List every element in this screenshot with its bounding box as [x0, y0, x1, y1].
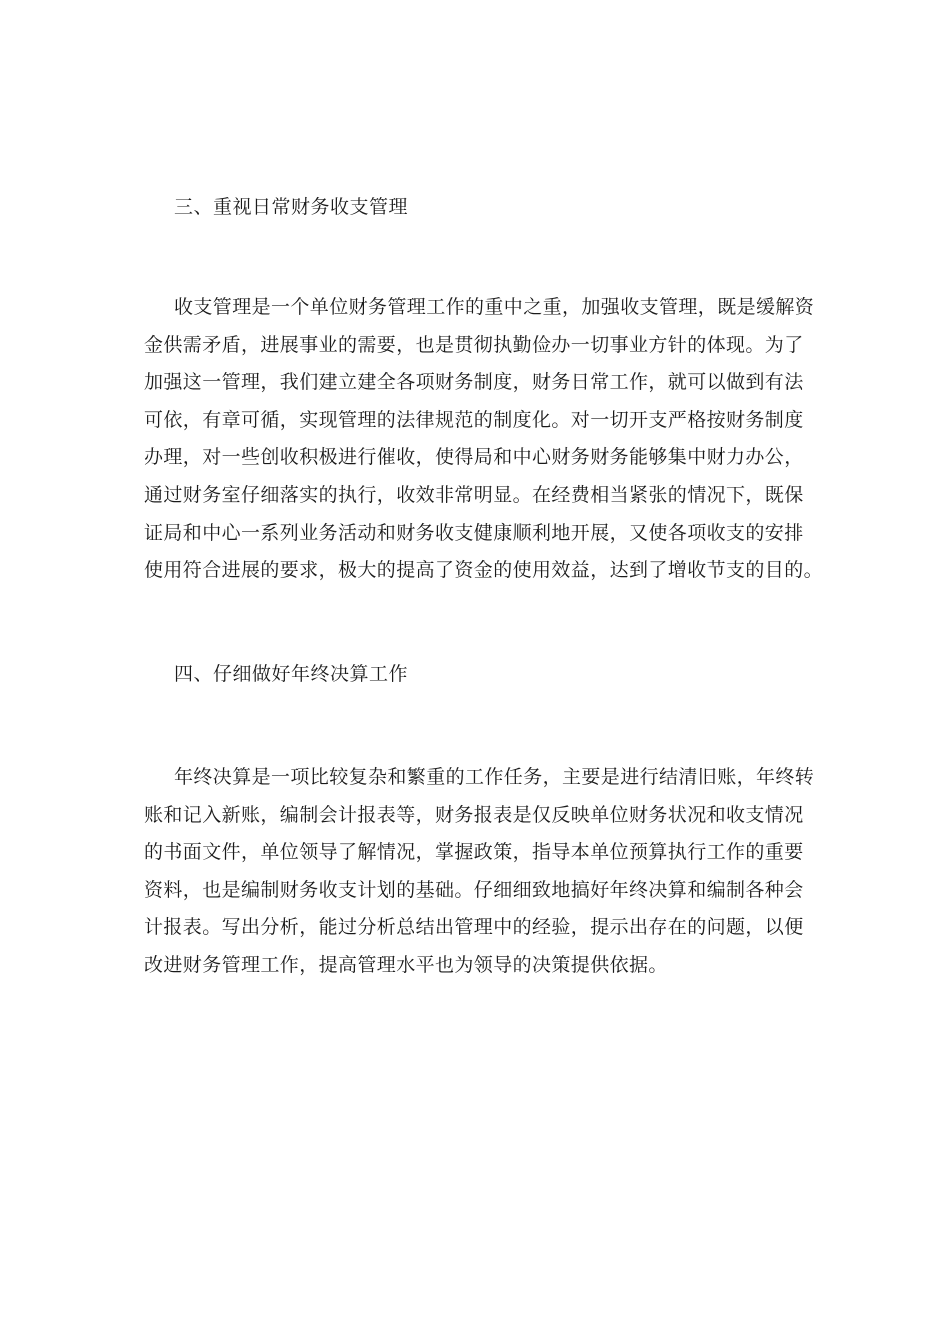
section-3-paragraph — [144, 289, 824, 590]
paragraph-line: 计报表。写出分析，能过分析总结出管理中的经验，提示出存在的问题，以便 — [144, 916, 804, 939]
paragraph-line: 账和记入新账，编制会计报表等，财务报表是仅反映单位财务状况和收支情况 — [144, 803, 804, 826]
paragraph-line: 年终决算是一项比较复杂和繁重的工作任务，主要是进行结清旧账，年终转 — [174, 766, 815, 788]
paragraph-line: 资料，也是编制财务收支计划的基础。仔细细致地搞好年终决算和编制各种会 — [144, 878, 804, 901]
section-heading-4: 四、仔细做好年终决算工作 — [174, 663, 409, 685]
paragraph-line: 办理，对一些创收积极进行催收，使得局和中心财务财务能够集中财力办公， — [144, 446, 804, 469]
section-heading-3: 三、重视日常财务收支管理 — [174, 196, 409, 218]
paragraph-line: 收支管理是一个单位财务管理工作的重中之重，加强收支管理，既是缓解资 — [174, 296, 815, 318]
paragraph-line: 使用符合进展的要求，极大的提高了资金的使用效益，达到了增收节支的目的。 — [144, 559, 824, 582]
paragraph-line: 证局和中心一系列业务活动和财务收支健康顺利地开展，又使各项收支的安排 — [144, 521, 804, 544]
paragraph-line: 的书面文件，单位领导了解情况，掌握政策，指导本单位预算执行工作的重要 — [144, 841, 804, 864]
paragraph-line: 可依，有章可循，实现管理的法律规范的制度化。对一切开支严格按财务制度 — [144, 408, 804, 431]
paragraph-line: 改进财务管理工作，提高管理水平也为领导的决策提供依据。 — [144, 953, 668, 976]
paragraph-line: 通过财务室仔细落实的执行，收效非常明显。在经费相当紧张的情况下，既保 — [144, 483, 804, 506]
section-4-paragraph — [144, 759, 816, 985]
paragraph-line: 金供需矛盾，进展事业的需要，也是贯彻执勤俭办一切事业方针的体现。为了 — [144, 333, 804, 356]
paragraph-line: 加强这一管理，我们建立建全各项财务制度，财务日常工作，就可以做到有法 — [144, 371, 804, 394]
